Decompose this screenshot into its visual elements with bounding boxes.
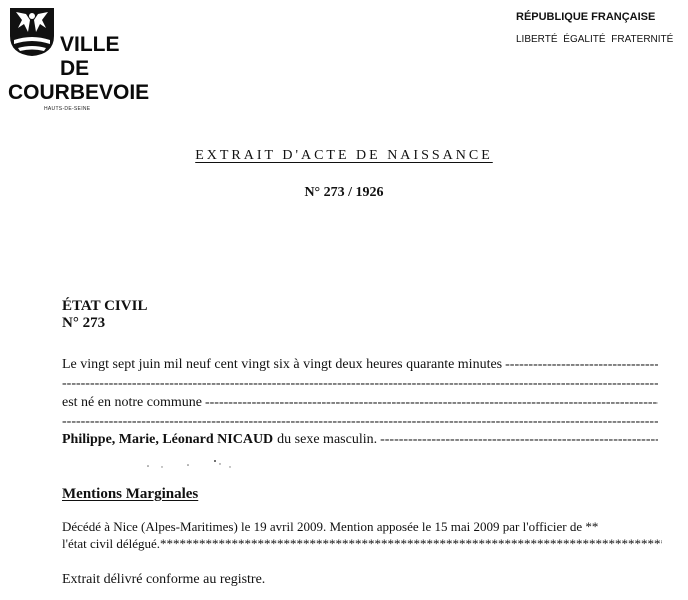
mention-line-1: Décédé à Nice (Alpes-Maritimes) le 19 avril 2009. Mention apposée le 15 mai 2009 par l'officier de ** xyxy=(62,519,599,534)
etat-civil-heading xyxy=(62,298,147,332)
dash-line xyxy=(62,413,658,431)
birth-date-line xyxy=(62,356,658,374)
document-title: EXTRAIT D'ACTE DE NAISSANCE xyxy=(195,148,493,163)
logo-line-de: DE xyxy=(60,57,90,80)
logo-line-courbevoie: COURBEVOIE xyxy=(8,81,150,104)
logo-line-ville: VILLE xyxy=(60,33,120,56)
etat-civil-title: ÉTAT CIVIL xyxy=(62,298,148,314)
person-name: Philippe, Marie, Léonard NICAUD xyxy=(62,432,274,447)
etat-civil-number: N° 273 xyxy=(62,315,106,331)
mentions-heading: Mentions Marginales xyxy=(62,486,199,502)
birthplace-text: est né en notre commune xyxy=(62,395,202,410)
document-number: N° 273 / 1926 xyxy=(304,185,384,200)
city-coat-of-arms-icon xyxy=(8,6,56,58)
birthplace-line xyxy=(62,394,658,412)
dash-filler xyxy=(205,394,658,412)
republic-motto: LIBERTÉ ÉGALITÉ FRATERNITÉ xyxy=(516,34,674,45)
mention-line-2 xyxy=(62,535,662,552)
logo-department: HAUTS-DE-SEINE xyxy=(44,106,91,112)
name-line xyxy=(62,431,658,449)
certification-text: Extrait délivré conforme au registre. xyxy=(62,572,266,587)
republic-header xyxy=(516,10,676,48)
dash-filler xyxy=(505,356,658,374)
asterisk-filler xyxy=(160,536,662,551)
dash-line xyxy=(62,375,658,393)
dash-filler xyxy=(380,431,658,449)
person-sex: du sexe masculin. xyxy=(277,432,378,447)
city-logo xyxy=(8,6,150,116)
scan-specks xyxy=(140,458,260,470)
mention-line-2-text: l'état civil délégué. xyxy=(62,536,160,551)
republic-title: RÉPUBLIQUE FRANÇAISE xyxy=(516,11,656,23)
birth-date-text: Le vingt sept juin mil neuf cent vingt six à vingt deux heures quarante minutes xyxy=(62,357,503,372)
